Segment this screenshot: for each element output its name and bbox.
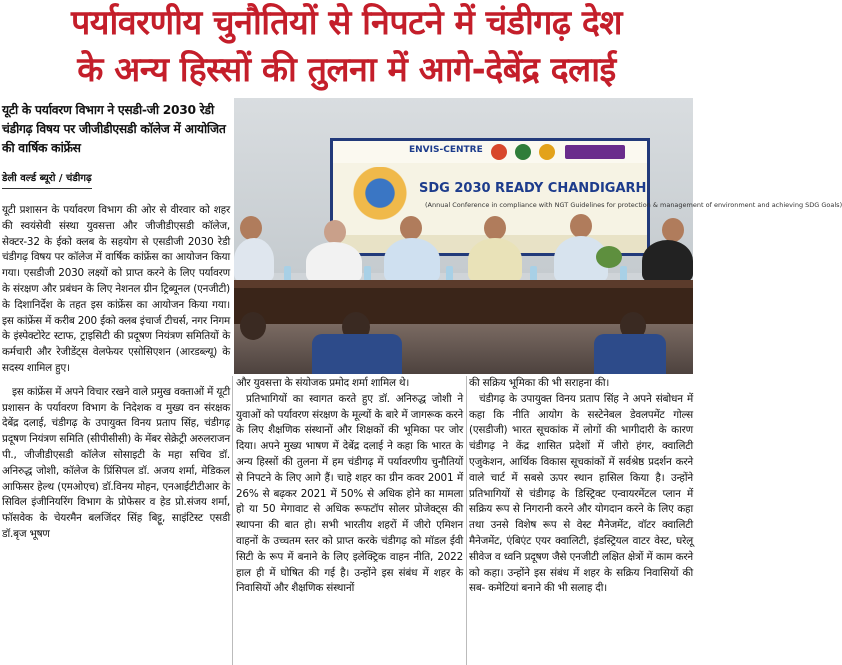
speaker	[234, 238, 274, 282]
banner-org: ENVIS-CENTRE	[409, 145, 483, 155]
speaker-head	[240, 216, 262, 240]
speaker-head	[662, 218, 684, 242]
speaker-head	[570, 214, 592, 238]
speaker-head	[400, 216, 422, 240]
logo-icon	[565, 145, 625, 159]
logo-icon	[515, 144, 531, 160]
speaker	[642, 240, 693, 282]
col2-paragraph-2: प्रतिभागियों का स्वागत करते हुए डॉ. अनिरुद्ध जोशी ने युवाओं को पर्यावरण संरक्षण के मूल्यों के बारे में जागरूक करने के लिए शैक्षणिक संस्थानों और शिक्षकों की भूमिका पर जोर दिया। अपने मुख्य भाषण में देबेंद्र दलाई ने कहा कि भारत के अन्य हिस्सों की तुलना में हम चंडीगढ़ में पर्यावरणीय चुनौतियों से निपटने के लिए आगे हैं। चाहे शहर का ग्रीन कवर 2001 में 26% से बढ़कर 2021 में 50% से अधिक होने का मामला हो या 50 मेगावाट से अधिक रूफटॉप सोलर प्रोजेक्ट्स की स्थापना की बात हो। सभी भारतीय शहरों में जीरो एमिशन वाहनों के उच्चतम स्तर को प्राप्त करके चंडीगढ़ को मॉडल ईवी सिटी के रूप में बनाने के लिए इलेक्ट्रिक वाहन नीति, 2022 हाल ही में घोषित की गई है। उन्होंने इस संबंध में शहर के निवासियों और शैक्षणिक संस्थानों	[236, 392, 463, 595]
speaker	[384, 238, 440, 282]
subheadline: यूटी के पर्यावरण विभाग ने एसडी-जी 2030 रेडी चंडीगढ़ विषय पर जीजीडीएसडी कॉलेज में आयोजित की वार्षिक कांफ्रेंस	[2, 103, 226, 155]
right-column	[469, 376, 693, 665]
globe-hand-icon	[345, 167, 415, 225]
byline: डेली वर्ल्ड ब्यूरो / चंडीगढ़	[2, 172, 92, 189]
logo-icon	[539, 144, 555, 160]
plant-icon	[596, 246, 622, 268]
speaker	[468, 238, 522, 282]
logo-icon	[491, 144, 507, 160]
middle-column	[236, 376, 463, 665]
speaker-head	[484, 216, 506, 240]
left-body	[2, 203, 230, 543]
stage-table	[234, 280, 693, 288]
headline	[0, 0, 693, 98]
left-column	[2, 101, 230, 665]
left-paragraph-2: इस कांफ्रेंस में अपने विचार रखने वाले प्रमुख वक्ताओं में यूटी प्रशासन के पर्यावरण विभाग के निदेशक व मुख्य वन संरक्षक देबेंद्र दलाई, चंडीगढ़ के उपायुक्त विनय प्रताप सिंह, चंडीगढ़ प्रदूषण नियंत्रण समिति (सीपीसीसी) के मेंबर सेक्रेट्री अरुलराजन पी., जीजीडीएसडी कॉलेज सोसाइटी के महा सचिव डॉ. अनिरुद्ध जोशी, कॉलेज के प्रिंसिपल डॉ. अजय शर्मा, मेडिकल आफिसर हेल्थ (एमओएच) डॉ.विनय मोहन, एनआईटीटीआर के सिविल इंजीनियरिंग विभाग के प्रोफेसर व हेड प्रो.संजय शर्मा, फॉसवेक के चेयरमैन बलजिंदर सिंह बिट्टू, साइंटिस्ट एसडी डॉ.बृज भूषण	[2, 385, 230, 540]
speaker-head	[324, 220, 346, 244]
col3-paragraph-2: चंडीगढ़ के उपायुक्त विनय प्रताप सिंह ने अपने संबोधन में कहा कि नीति आयोग के सस्टेनेबल डेवलपमेंट गोल्स (एसडीजी) भारत सूचकांक में लोगों की भागीदारी के कारण चंडीगढ़ ने केंद्र शासित प्रदेशों में जीरो हंगर, क्वालिटी एजुकेशन, आर्थिक विकास सूचकांकों में सर्वश्रेष्ठ प्रदर्शन करने वाले चार्ट में सबसे ऊपर स्थान हासिल किया है। उन्होंने प्रतिभागियों से चंडीगढ़ के डिस्ट्रिक्ट एन्वायरमेंटल प्लान में सक्रिय रूप से निगरानी करने और योगदान करने के लिए कहा तथा उनसे विशेष रूप से वेस्ट मैनेजमेंट, वॉटर क्वालिटी मैनेजमेंट, एंबिएंट एयर क्वालिटी, इंडस्ट्रियल वाटर वेस्ट, घरेलू सीवेज व ध्वनि प्रदूषण जैसे एनजीटी लक्षित क्षेत्रों में काम करने को कहा। उन्होंने इस संबंध में शहर के सक्रिय निवासियों की सब- कमेटियां बनाने की भी सलाह दी।	[469, 392, 693, 595]
banner-subtitle: (Annual Conference in compliance with NGT Guidelines for protection & management of environment and achieving SDG Goals)	[425, 201, 842, 209]
headline-line-1: पर्यावरणीय चुनौतियों से निपटने में चंडीगढ़ देश	[70, 3, 623, 43]
banner-title: SDG 2030 READY CHANDIGARH	[419, 181, 647, 196]
left-paragraph-1: यूटी प्रशासन के पर्यावरण विभाग की ओर से वीरवार को शहर की स्वयंसेवी संस्था युवसत्ता और जीजीडीएसडी कॉलेज, सेक्टर-32 के ईको क्लब के सहयोग से एसडीजी 2030 रेडी चंडीगढ़ विषय पर कॉलेज में वार्षिक कांफ्रेंस का आयोजन किया गया। एसडीजी 2030 लक्ष्यों को प्राप्त करने के लिए पर्यावरण के संरक्षण और प्रबंधन के लिए नेशनल ग्रीन ट्रिब्यूनल (एनजीटी) के दिशानिर्देश के तहत इस कांफ्रेंस का आयोजन किया गया। इस कांफ्रेंस में करीब 200 ईको क्लब इंचार्ज टीचर्स, नगर निगम के इंस्पेक्टोरेट स्टाफ, ट्राइसिटी की प्रदूषण नियंत्रण समितियों के कर्मचारी और रेजीडेंट्स वेलफेयर एसोसिएशन (आरडब्ल्यू) के सदस्य शामिल हुए।	[2, 204, 230, 374]
event-photo	[234, 98, 842, 374]
speaker	[306, 242, 362, 282]
headline-line-2: के अन्य हिस्सों की तुलना में आगे-देबेंद्र दलाई	[77, 50, 616, 90]
col3-paragraph-1: की सक्रिय भूमिका की भी सराहना की।	[469, 377, 610, 389]
col2-paragraph-1: और युवसत्ता के संयोजक प्रमोद शर्मा शामिल थे।	[236, 377, 410, 389]
